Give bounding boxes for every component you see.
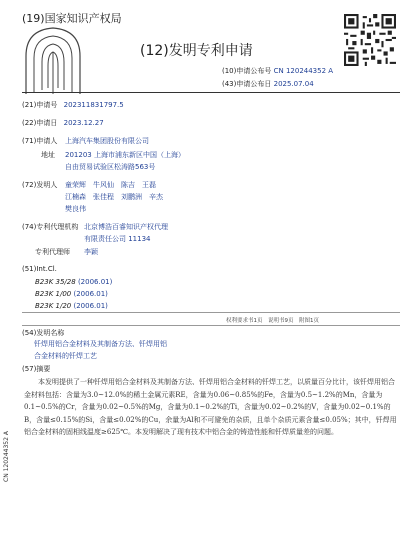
section-divider — [22, 325, 400, 326]
qr-code-icon — [344, 14, 396, 66]
header-divider — [22, 92, 400, 93]
inventors-line-3: 樊良伟 — [65, 205, 86, 213]
application-date — [22, 118, 104, 129]
intcl-row — [35, 289, 108, 300]
application-number-label: (21)申请号 — [22, 101, 58, 109]
agency-label: (74)专利代理机构 — [22, 223, 79, 231]
cnipa-logo-icon — [22, 26, 84, 96]
application-date-label: (22)申请日 — [22, 119, 58, 127]
publication-number-value: CN 120244352 A — [273, 67, 334, 75]
intcl-version: (2006.01) — [73, 290, 108, 298]
side-publication-number: CN 120244352 A — [3, 431, 10, 482]
intcl-code: B23K 1/20 — [35, 302, 72, 310]
address-label: 地址 — [41, 151, 55, 159]
application-number — [22, 100, 124, 111]
publication-date-value: 2025.07.04 — [273, 80, 314, 88]
agent-value: 李颖 — [84, 248, 98, 256]
invention-title-line-2: 合金材料的钎焊工艺 — [34, 352, 97, 360]
publication-date-label: (43)申请公布日 — [222, 80, 272, 88]
agent-label: 专利代理师 — [35, 248, 70, 256]
intcl-code: B23K 35/28 — [35, 278, 76, 286]
applicant-label: (71)申请人 — [22, 137, 58, 145]
section-divider — [22, 312, 400, 313]
agency-line-1: 北京博浩百睿知识产权代理 — [84, 223, 168, 231]
address-line-1: 201203 上海市浦东新区中国（上海） — [65, 151, 185, 159]
intcl-row — [35, 277, 112, 288]
inventors-label: (72)发明人 — [22, 181, 58, 189]
applicant-value: 上海汽车集团股份有限公司 — [65, 137, 149, 145]
address-line-2: 自由贸易试验区松涛路563号 — [65, 163, 156, 171]
publication-number-label: (10)申请公布号 — [222, 67, 272, 75]
intcl-label: (51)Int.Cl. — [22, 265, 57, 273]
application-number-value: 202311831797.5 — [63, 101, 124, 109]
intcl-code: B23K 1/00 — [35, 290, 72, 298]
application-date-value: 2023.12.27 — [63, 119, 104, 127]
intcl-version: (2006.01) — [77, 278, 113, 286]
inventors-line-1: 童荣辉 牛风仙 陈吉 王磊 — [65, 181, 156, 189]
intcl-version: (2006.01) — [73, 302, 108, 310]
invention-title-line-1: 钎焊用铝合金材料及其制备方法、钎焊用铝 — [34, 340, 167, 348]
agency-line-2: 有限责任公司 11134 — [84, 235, 151, 243]
abstract-label: (57)摘要 — [22, 365, 51, 373]
inventors-line-2: 江楠森 张佳程 刘鹏洲 辛杰 — [65, 193, 163, 201]
abstract-text: 本发明提供了一种钎焊用铝合金材料及其制备方法、钎焊用铝合金材料的钎焊工艺，以质量百分比计，该钎焊用铝合金材料包括：含量为3.0~12.0%的稀土金属元素RE，含量为0.06~0.85%的Fe，含量为0.5~1.2%的Mn，含量为0.1~0.5%的Cr，含量为0.02~0.5%的Mg，含量为0.1~0.2%的Ti，含量为0.02~0.2%的V，含量为0.02~0.1%的B，含量≤0.15%的Si，含量≤0.02%的Cu，余量为Al和不可避免的杂质，且单个杂质元素含量≤0.05%；其中，钎焊用铝合金材料的固相线温度≥625℃。本发明解决了现有技术中铝合金的铸造性能和钎焊质量差的问题。 — [24, 378, 397, 436]
intcl-row — [35, 301, 108, 312]
invention-title-label: (54)发明名称 — [22, 329, 65, 337]
publication-date — [222, 79, 314, 89]
office-name: (19)国家知识产权局 — [22, 12, 122, 25]
document-type: (12)发明专利申请 — [140, 43, 253, 59]
publication-number — [222, 66, 333, 76]
page-count-info: 权利要求书1页 说明书9页 附图1页 — [226, 318, 319, 324]
